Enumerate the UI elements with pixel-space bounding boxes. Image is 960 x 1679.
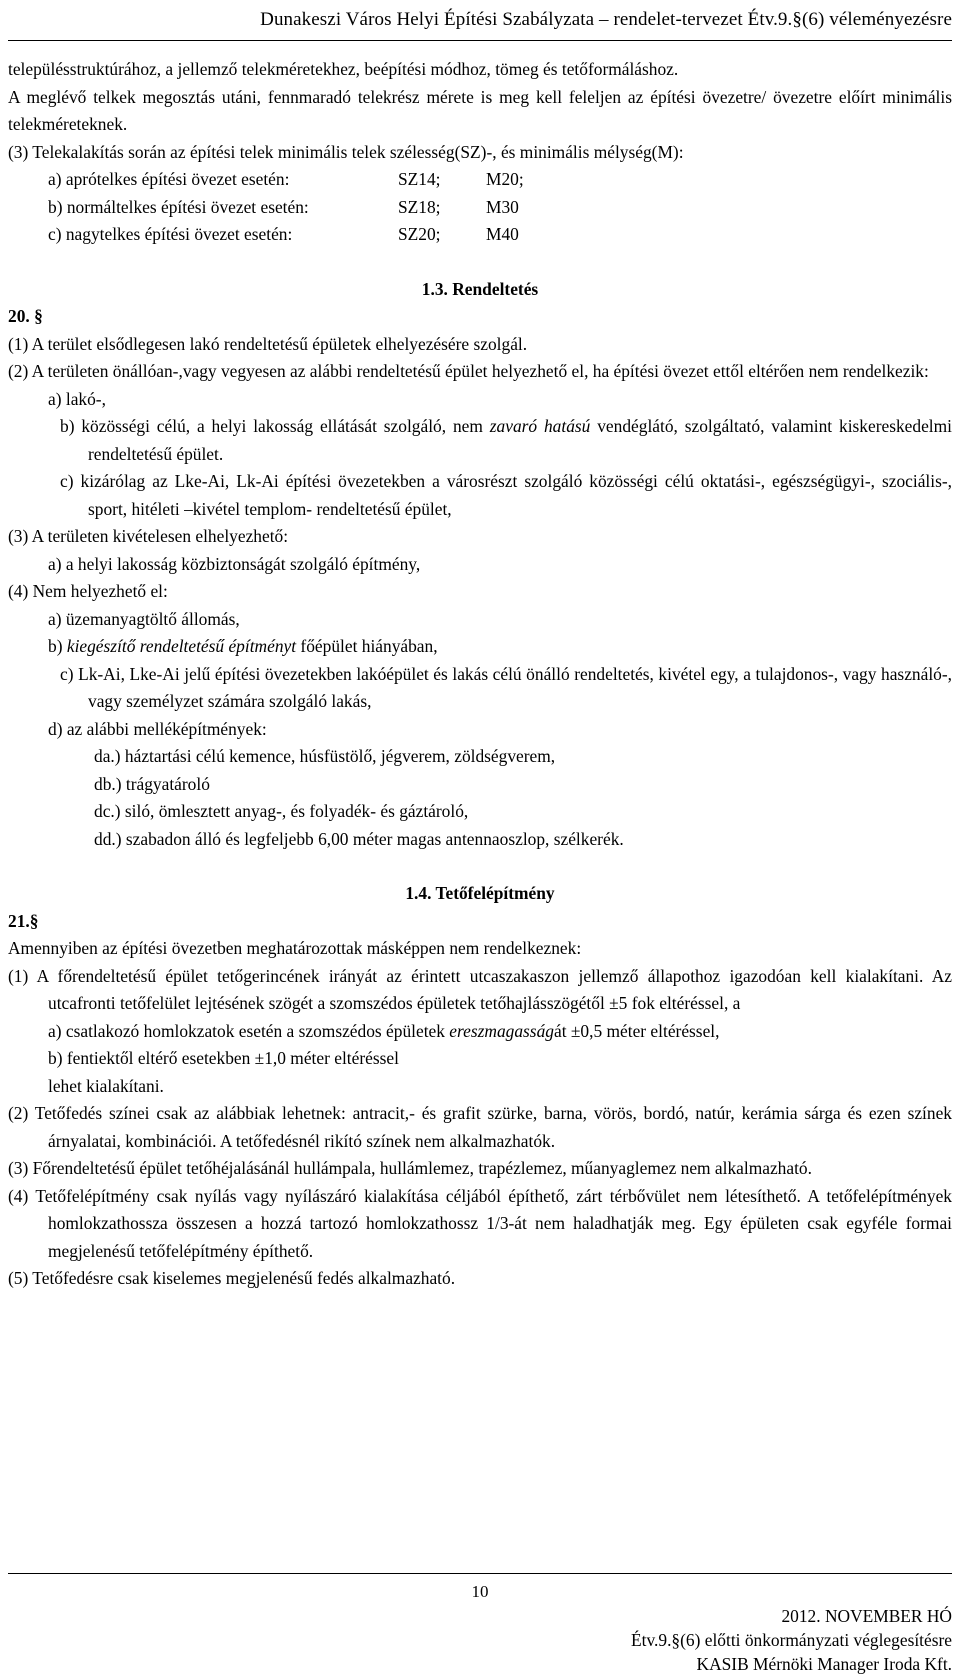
lot-size-label: b) normáltelkes építési övezet esetén: <box>48 196 309 217</box>
footer-company: KASIB Mérnöki Manager Iroda Kft. <box>696 1654 952 1674</box>
lot-size-sz: SZ20; <box>398 224 441 244</box>
lot-size-row <box>8 166 952 194</box>
lot-size-sz: SZ14; <box>398 169 441 189</box>
s14-p4: (4) Tetőfelépítmény csak nyílás vagy nyílászáró kialakítása céljából építhető, zárt térbővület nem létesíthető. A tetőfelépítmények homlokzathossza összesen a hozzá tartozó homlokzathossz 1/3-át nem haladhatják meg. Egy épületen csak egyféle formai megjelenésű tetőfelépítmény építhető. <box>8 1185 952 1261</box>
s13-p4db: db.) trágyatároló <box>94 773 210 794</box>
lot-size-m: M30 <box>486 196 519 217</box>
s13-p4dc: dc.) siló, ömlesztett anyag-, és folyadék- és gáztároló, <box>94 801 469 821</box>
paragraph-number-20: 20. § <box>8 306 43 326</box>
page-number: 10 <box>471 1582 489 1601</box>
lot-size-row <box>8 194 952 222</box>
s13-p4a: a) üzemanyagtöltő állomás, <box>48 608 240 629</box>
lot-size-row <box>8 221 952 249</box>
section-title-1-4: 1.4. Tetőfelépítmény <box>405 883 555 903</box>
s13-p2a: a) lakó-, <box>48 388 106 409</box>
s13-p1: (1) A terület elsődlegesen lakó rendeltetésű épületek elhelyezésére szolgál. <box>8 333 528 354</box>
s13-p4da: da.) háztartási célú kemence, húsfüstölő, jégverem, zöldségverem, <box>94 746 556 766</box>
s13-p4d: d) az alábbi melléképítmények: <box>48 718 267 739</box>
intro-line-2: A meglévő telkek megosztás utáni, fennmaradó telekrész mérete is meg kell feleljen az építési övezetre/ övezetre előírt minimális telekméreteknek. <box>8 86 952 134</box>
s14-p5: (5) Tetőfedésre csak kiselemes megjelenésű fedés alkalmazható. <box>8 1268 456 1288</box>
lot-size-sz: SZ18; <box>398 196 441 217</box>
footer-date: 2012. NOVEMBER HÓ <box>781 1606 952 1626</box>
footer-status: Étv.9.§(6) előtti önkormányzati véglegesítésre <box>631 1630 952 1650</box>
s13-p4b: b) kiegészítő rendeltetésű építményt főépület hiányában, <box>48 636 438 656</box>
lot-size-m: M40 <box>486 224 519 244</box>
s13-p4: (4) Nem helyezhető el: <box>8 581 168 601</box>
s13-p2c: c) kizárólag az Lke-Ai, Lk-Ai építési övezetekben a városrészt szolgáló közösségi célú oktatási-, egészségügyi-, szociális-, sport, hitéleti –kivétel templom- rendeltetésű épület, <box>60 471 952 519</box>
s14-p1b: b) fentiektől eltérő esetekben ±1,0 méter eltéréssel <box>48 1048 399 1068</box>
lot-size-m: M20; <box>486 169 524 189</box>
intro-line-1: településstruktúrához, a jellemző telekméretekhez, beépítési módhoz, tömeg és tetőformáláshoz. <box>8 59 679 79</box>
s13-p4c: c) Lk-Ai, Lke-Ai jelű építési övezetekben lakóépület és lakás célú önálló rendeltetés, kivétel egy, a tulajdonos-, vagy használó-, vagy személyzet számára szolgáló lakás, <box>60 663 952 711</box>
s13-p2: (2) A területen önállóan-,vagy vegyesen az alábbi rendeltetésű épület helyezhető el, ha építési övezet ettől eltérően nem rendelkezik: <box>8 361 929 381</box>
s14-p1-end: lehet kialakítani. <box>48 1075 164 1096</box>
s14-p1: (1) A főrendeltetésű épület tetőgerincének irányát az érintett utcaszakaszon jellemző állapothoz igazodóan kell kialakítani. Az utcafronti tetőfelület lejtésének szögét a szomszédos épületek tetőhajlásszögétől ±5 fok eltéréssel, a <box>8 965 952 1013</box>
lot-size-label: c) nagytelkes építési övezet esetén: <box>48 224 293 244</box>
lot-size-label: a) aprótelkes építési övezet esetén: <box>48 169 290 189</box>
s14-p1a: a) csatlakozó homlokzatok esetén a szomszédos épületek ereszmagasságát ±0,5 méter eltéréssel, <box>48 1020 720 1041</box>
page-header: Dunakeszi Város Helyi Építési Szabályzata – rendelet-tervezet Étv.9.§(6) véleményezésre <box>260 9 952 30</box>
s13-p4dd: dd.) szabadon álló és legfeljebb 6,00 méter magas antennaoszlop, szélkerék. <box>94 828 624 849</box>
s13-p3a: a) a helyi lakosság közbiztonságát szolgáló építmény, <box>48 553 421 574</box>
s14-intro: Amennyiben az építési övezetben meghatározottak másképpen nem rendelkeznek: <box>8 938 582 958</box>
s13-p3: (3) A területen kivételesen elhelyezhető: <box>8 526 289 546</box>
paragraph-3-text: (3) Telekalakítás során az építési telek minimális telek szélesség(SZ)-, és minimális mélység(M): <box>8 141 684 162</box>
footer-divider <box>8 1573 952 1574</box>
header-divider <box>8 40 952 41</box>
section-title-1-3: 1.3. Rendeltetés <box>421 278 539 299</box>
s13-p2b: b) közösségi célú, a helyi lakosság ellátását szolgáló, nem zavaró hatású vendéglátó, szolgáltató, valamint kiskereskedelmi rendeltetésű épület. <box>60 416 953 464</box>
s14-p3: (3) Főrendeltetésű épület tetőhéjalásánál hullámpala, hullámlemez, trapézlemez, műanyaglemez nem alkalmazható. <box>8 1158 812 1178</box>
document-body <box>8 56 952 1293</box>
paragraph-number-21: 21.§ <box>8 910 39 931</box>
s14-p2: (2) Tetőfedés színei csak az alábbiak lehetnek: antracit,- és grafit szürke, barna, vörös, bordó, natúr, kerámia sárga és ezen színek árnyalatai, kombinációi. A tetőfedésnél rikító színek nem alkalmazhatók. <box>8 1103 952 1151</box>
